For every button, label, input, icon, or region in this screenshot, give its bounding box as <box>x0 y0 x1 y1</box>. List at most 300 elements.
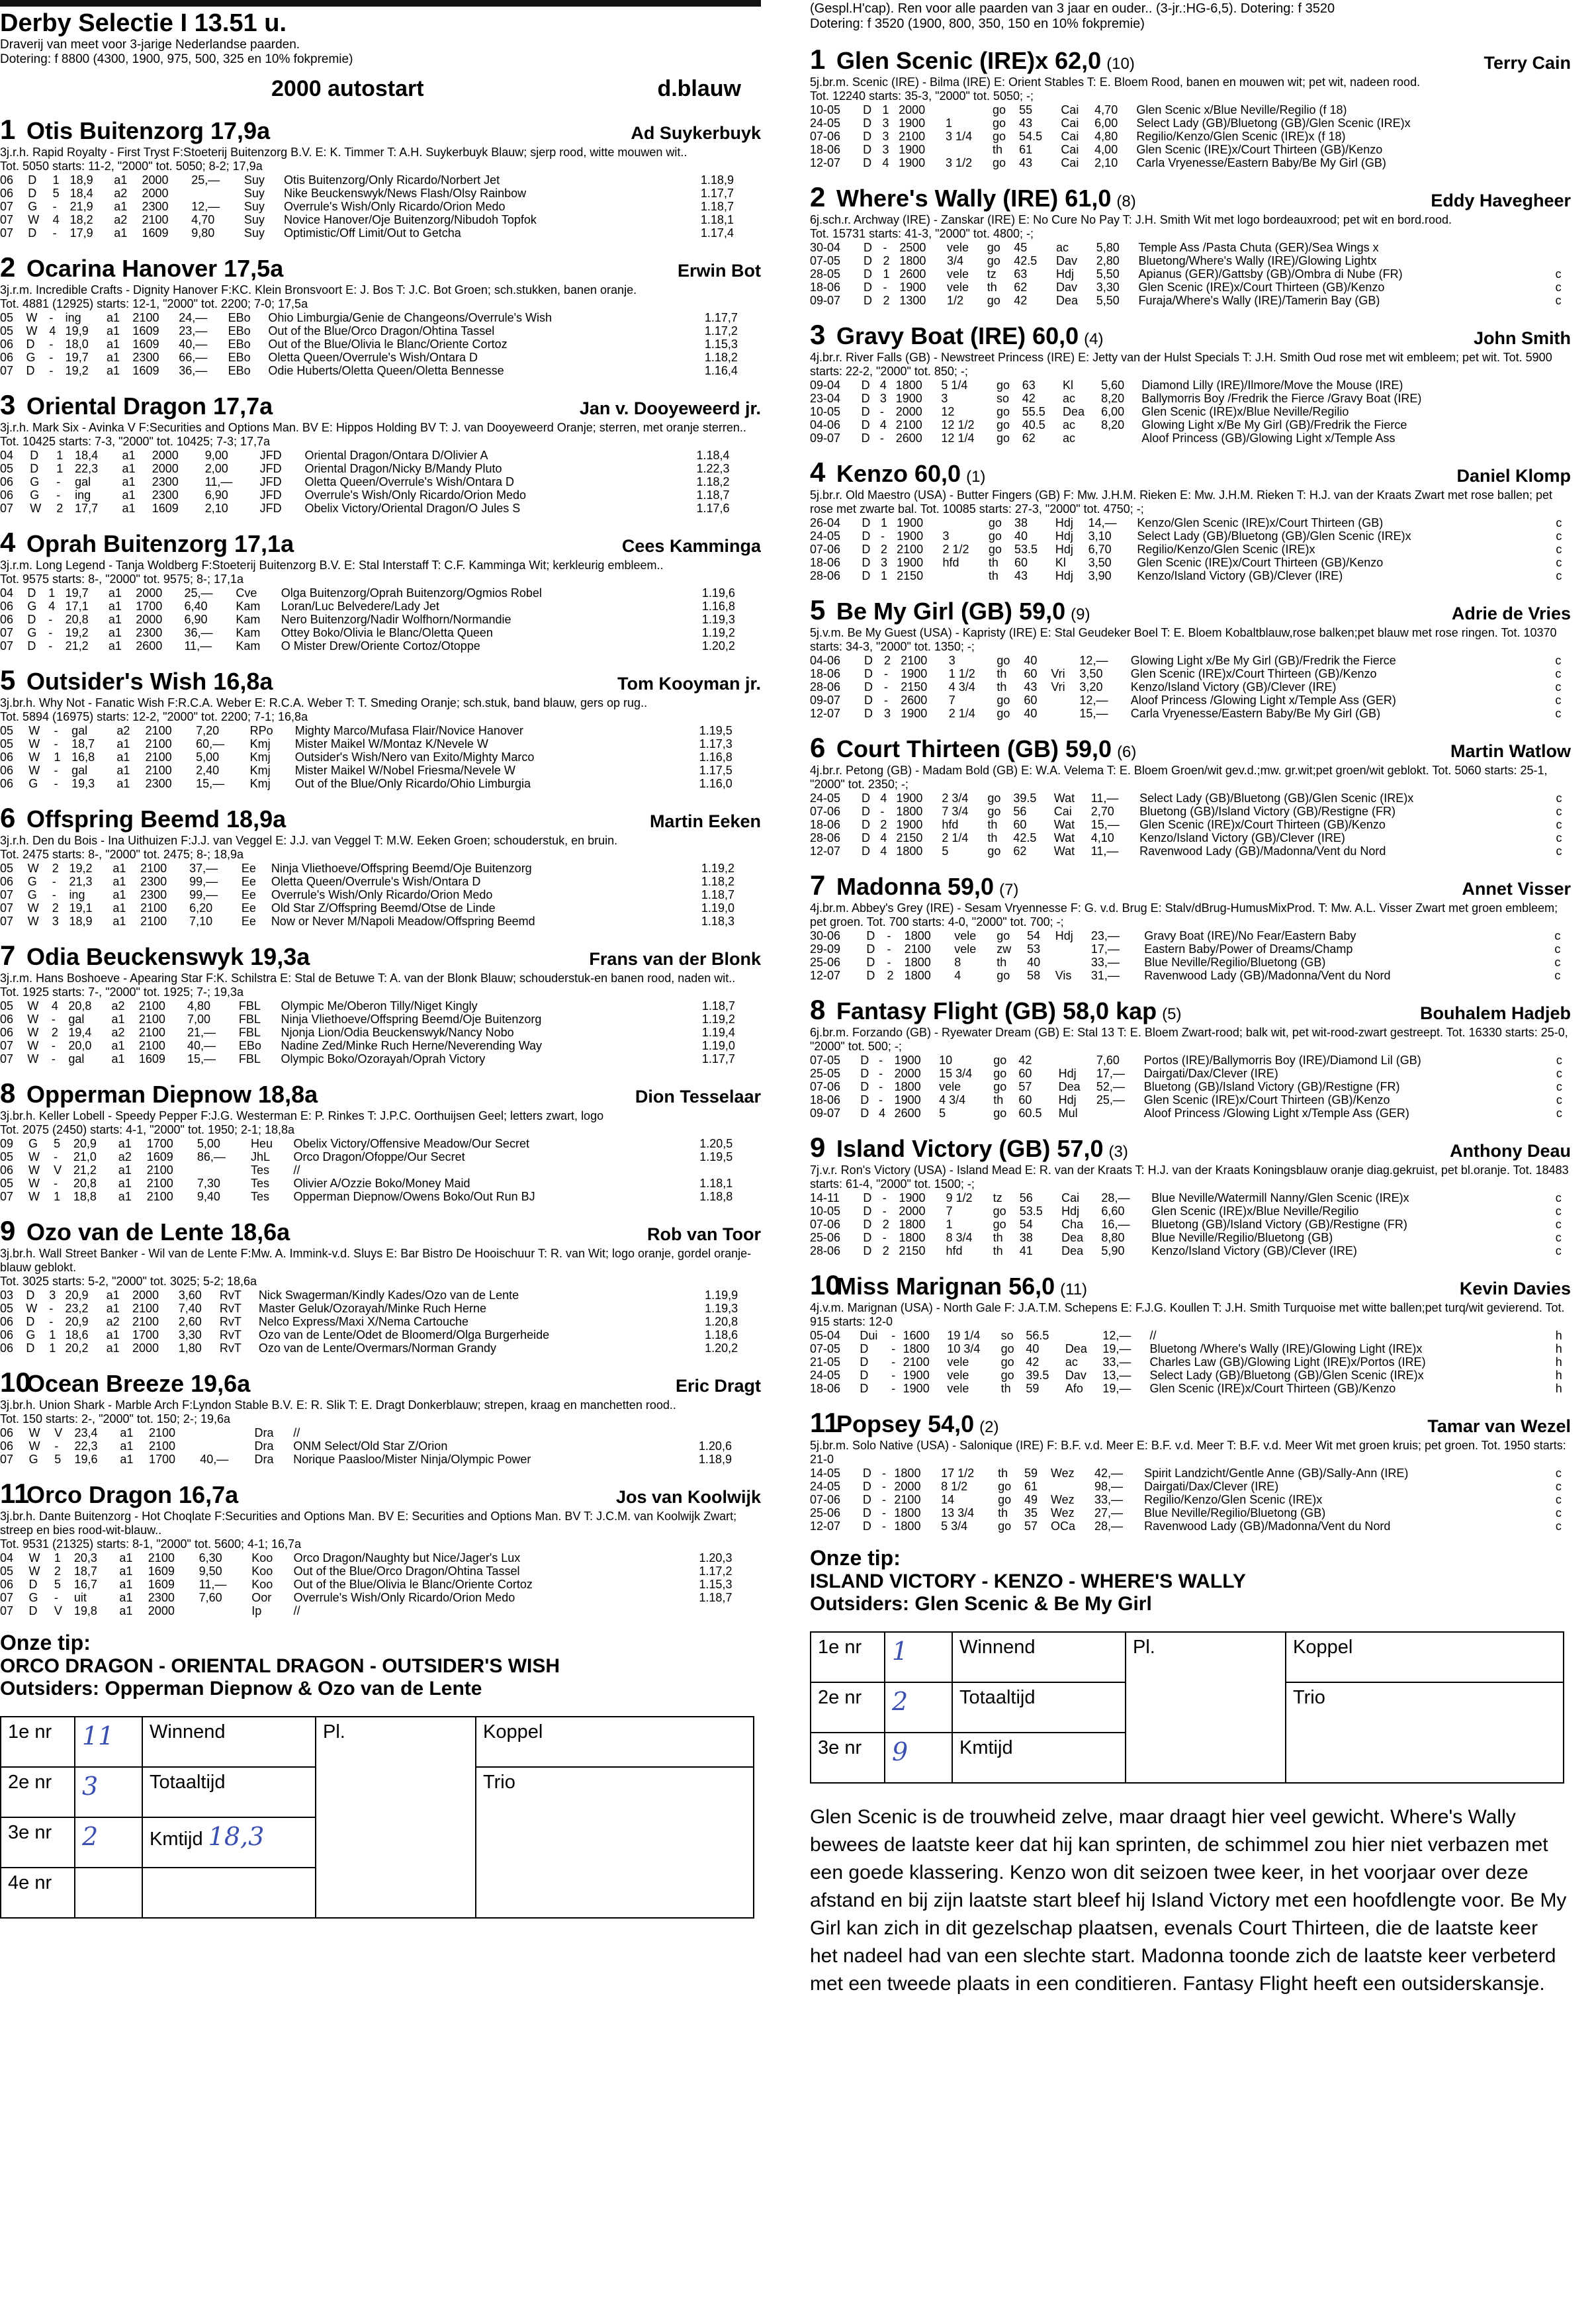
run-cell: 1.19,2 <box>701 1013 735 1026</box>
horse-header <box>0 1478 761 1510</box>
table-row <box>810 1382 1571 1395</box>
run-cell: D <box>863 267 872 281</box>
run-cell: Oriental Dragon/Nicky B/Mandy Pluto <box>304 462 502 475</box>
run-cell: c <box>1555 694 1562 707</box>
table-row <box>810 942 1571 956</box>
run-cell: th <box>987 281 997 294</box>
run-cell: 06 <box>0 1341 14 1355</box>
table-row <box>0 1604 761 1617</box>
run-cell: 5,80 <box>1096 241 1120 254</box>
run-cell: G <box>28 777 38 790</box>
run-cell: D <box>862 556 871 569</box>
run-cell: 1900 <box>901 707 928 720</box>
run-cell <box>1565 130 1571 143</box>
run-cell: Tes <box>250 1163 269 1177</box>
run-cell: 57 <box>1024 1519 1038 1533</box>
run-cell: 4,10 <box>1090 831 1114 844</box>
run-cell: a1 <box>119 1551 133 1564</box>
run-cell: a1 <box>106 1328 120 1341</box>
run-cell: Wez <box>1050 1506 1075 1519</box>
run-cell: D <box>861 805 870 818</box>
run-cell: D <box>860 1355 869 1369</box>
horse-name: Odia Beuckenswyk <box>26 943 244 970</box>
table-row <box>0 1328 761 1341</box>
table-row <box>0 737 761 750</box>
run-cell: 19,8 <box>73 1604 97 1617</box>
run-cell: 4 <box>880 844 887 858</box>
run-cell: 31,— <box>1090 969 1120 982</box>
run-cell: 24-05 <box>810 1369 841 1382</box>
run-cell: Ee <box>241 901 256 915</box>
run-cell <box>942 516 988 529</box>
run-cell: D <box>28 226 37 240</box>
run-cell: 21,9 <box>69 200 93 213</box>
run-cell: c <box>1556 831 1562 844</box>
run-cell: 7,00 <box>187 1013 211 1026</box>
run-cell: go <box>1000 1342 1014 1355</box>
run-cell: 06 <box>0 600 14 613</box>
run-cell: Regilio/Kenzo/Glen Scenic (IRE)x <box>1137 543 1315 556</box>
run-cell: Kenzo/Island Victory (GB)/Clever (IRE) <box>1130 680 1337 694</box>
table-row <box>810 418 1571 431</box>
run-cell: c <box>1554 942 1561 956</box>
run-cell: V <box>54 1163 62 1177</box>
run-cell: 24-05 <box>810 1480 841 1493</box>
run-cell: 37,— <box>189 862 218 875</box>
run-cell: Kenzo/Island Victory (GB)/Clever (IRE) <box>1139 831 1345 844</box>
run-cell: 9,80 <box>191 226 215 240</box>
table-row <box>810 569 1571 582</box>
run-cell: 05 <box>0 724 14 737</box>
run-cell: JFD <box>259 488 282 502</box>
run-cell: 06 <box>0 173 14 187</box>
run-cell: 2150 <box>896 831 923 844</box>
run-cell: - <box>887 956 891 969</box>
table-row <box>810 392 1571 405</box>
run-cell: 07-06 <box>810 1080 841 1093</box>
past-runs <box>0 862 761 928</box>
run-cell: D <box>862 1519 871 1533</box>
run-cell: 18,4 <box>75 449 99 462</box>
run-cell: 55 <box>1019 103 1033 116</box>
bet-kmtijd: Kmtijd <box>952 1733 1126 1783</box>
past-runs <box>0 1289 761 1355</box>
run-cell: Ee <box>241 915 256 928</box>
run-cell: - <box>51 1052 56 1065</box>
horse-rating: 17,5a <box>224 255 284 282</box>
past-runs <box>0 586 761 653</box>
run-cell: go <box>998 1480 1012 1493</box>
run-cell: Glen Scenic (IRE)x/Court Thirteen (GB)/Kenzo <box>1138 281 1385 294</box>
table-row <box>0 1453 761 1466</box>
horse-header <box>810 1132 1571 1163</box>
run-cell: Novice Hanover/Oje Buitenzorg/Nibudoh Topfok <box>284 213 537 226</box>
run-cell: 2600 <box>895 431 922 445</box>
run-cell: Dairgati/Dax/Clever (IRE) <box>1144 1480 1279 1493</box>
horse-header <box>810 732 1571 764</box>
horse-header <box>810 181 1571 213</box>
bet-hand-3[interactable]: 2 <box>75 1817 142 1868</box>
run-cell: W <box>28 213 40 226</box>
run-cell: Glen Scenic (IRE)x/Court Thirteen (GB)/Kenzo <box>1136 143 1383 156</box>
run-cell <box>191 187 244 200</box>
run-cell: c <box>1555 267 1562 281</box>
horse-list-right <box>810 44 1571 1533</box>
run-cell: 06 <box>0 187 14 200</box>
horse-number: 3 <box>0 389 16 420</box>
run-cell: 11,— <box>1090 844 1119 858</box>
table-row <box>0 1039 761 1052</box>
run-cell: 20,2 <box>65 1341 89 1355</box>
run-cell: 07 <box>0 1453 14 1466</box>
run-cell: 2100 <box>901 654 928 667</box>
run-cell: go <box>992 103 1006 116</box>
run-cell: Spirit Landzicht/Gentle Anne (GB)/Sally-Ann (IRE) <box>1144 1467 1409 1480</box>
run-cell: Apianus (GER)/Gattsby (GB)/Ombra di Nube (FR) <box>1138 267 1403 281</box>
past-runs <box>0 311 761 377</box>
run-cell: 40 <box>1027 956 1041 969</box>
table-row <box>810 680 1571 694</box>
run-cell: - <box>882 1204 887 1218</box>
run-cell: 1 <box>881 516 888 529</box>
horse-stats: Tot. 5894 (16975) starts: 12-2, "2000" tot. 2200; 7-1; 16,8a <box>0 710 308 723</box>
run-cell: 2100 <box>895 418 922 431</box>
run-cell: Vis <box>1055 969 1072 982</box>
run-cell: D <box>30 462 39 475</box>
run-cell: 2300 <box>152 488 179 502</box>
run-cell: 33,— <box>1094 1493 1123 1506</box>
bet-hand-1[interactable]: 1 <box>885 1632 952 1682</box>
run-cell: 05 <box>0 737 14 750</box>
run-cell: 15 3/4 <box>939 1067 973 1080</box>
run-cell: Dea <box>1058 1080 1081 1093</box>
run-cell: 1609 <box>132 338 159 351</box>
run-cell: Wez <box>1050 1467 1075 1480</box>
run-cell: 1.17,6 <box>696 502 730 515</box>
run-cell: Hdj <box>1056 267 1075 281</box>
run-cell: c <box>1556 818 1562 831</box>
run-cell: G <box>30 475 40 488</box>
bet-hand-1[interactable]: 11 <box>75 1717 142 1767</box>
run-cell: a1 <box>106 364 120 377</box>
run-cell: 3 1/2 <box>946 156 973 169</box>
run-cell: 6,60 <box>1101 1204 1125 1218</box>
run-cell: 2 <box>52 901 59 915</box>
run-cell: W <box>28 1163 40 1177</box>
run-cell: 60.5 <box>1018 1107 1042 1120</box>
run-cell: 06 <box>0 750 14 764</box>
run-cell: 1.18,8 <box>699 1190 733 1203</box>
run-cell: 3,20 <box>1079 680 1103 694</box>
run-cell: 2100 <box>138 999 165 1013</box>
run-cell: D <box>861 405 870 418</box>
run-cell: 11,— <box>184 639 212 653</box>
run-cell: 53.5 <box>1014 543 1038 556</box>
run-cell: - <box>891 1342 896 1355</box>
run-cell: 60 <box>1024 667 1038 680</box>
run-cell: 3 <box>942 529 950 543</box>
run-cell: Bluetong (GB)/Island Victory (GB)/Restigne (FR) <box>1151 1218 1407 1231</box>
run-cell: 62 <box>1014 281 1028 294</box>
run-cell: 1.19,3 <box>705 1302 738 1315</box>
track-condition: d.blauw <box>657 76 741 101</box>
run-cell: EBo <box>238 1039 261 1052</box>
run-cell: go <box>997 929 1010 942</box>
run-cell: Kl <box>1062 379 1073 392</box>
run-cell: go <box>987 294 1000 307</box>
run-cell: 12-07 <box>810 1519 841 1533</box>
run-cell: 2300 <box>140 875 167 888</box>
run-cell: Bluetong/Where's Wally (IRE)/Glowing Lightx <box>1138 254 1377 267</box>
run-cell: 18,2 <box>69 213 93 226</box>
run-cell: 2150 <box>897 569 924 582</box>
run-cell <box>1556 241 1571 254</box>
run-cell: - <box>52 875 56 888</box>
run-cell: a1 <box>122 475 136 488</box>
run-cell: Aloof Princess (GB)/Glowing Light x/Temple Ass <box>1141 431 1396 445</box>
run-cell: 19,7 <box>65 351 89 364</box>
run-cell: G <box>27 888 37 901</box>
horse-entry <box>0 1215 761 1355</box>
run-cell: 43 <box>1019 156 1033 169</box>
run-cell: ac <box>1065 1355 1078 1369</box>
run-cell: Cve <box>236 586 257 600</box>
run-cell: Temple Ass /Pasta Chuta (GER)/Sea Wings x <box>1138 241 1379 254</box>
run-cell: 04-06 <box>810 418 841 431</box>
run-cell: c <box>1556 1054 1562 1067</box>
run-cell: Cai <box>1061 143 1079 156</box>
table-row <box>810 1093 1571 1107</box>
table-row <box>810 254 1571 267</box>
run-cell: 2100 <box>145 764 172 777</box>
driver-name: Martin Eeken <box>649 811 761 831</box>
run-cell: D <box>860 1107 869 1120</box>
horse-entry <box>0 664 761 790</box>
run-cell: Glen Scenic (IRE)x/Blue Neville/Regilio <box>1151 1204 1359 1218</box>
run-cell: 1900 <box>896 818 923 831</box>
run-cell: Overrule's Wish/Only Ricardo/Orion Medo <box>304 488 526 502</box>
table-row <box>0 1426 761 1439</box>
run-cell: 5 <box>54 1453 62 1466</box>
run-cell: - <box>882 1231 887 1244</box>
horse-rating: 61,0 <box>1065 185 1112 212</box>
run-cell: 8,20 <box>1101 418 1125 431</box>
run-cell: tz <box>993 1191 1002 1204</box>
run-cell: 1700 <box>146 1137 173 1150</box>
run-cell: 8 1/2 <box>941 1480 968 1493</box>
run-cell: Nick Swagerman/Kindly Kades/Ozo van de Lente <box>258 1289 519 1302</box>
bet-koppel: Koppel <box>476 1717 754 1767</box>
run-cell: Eastern Baby/Power of Dreams/Champ <box>1144 942 1353 956</box>
run-cell: 30-06 <box>810 929 841 942</box>
run-cell: 05 <box>0 1150 14 1163</box>
bet-empty[interactable] <box>75 1868 142 1918</box>
run-cell: a1 <box>118 1177 132 1190</box>
table-row <box>810 667 1571 680</box>
run-cell: go <box>993 1107 1007 1120</box>
run-cell: 1900 <box>899 1191 926 1204</box>
run-cell: - <box>52 200 57 213</box>
run-cell <box>200 1439 254 1453</box>
run-cell: c <box>1556 1067 1562 1080</box>
run-cell: Oletta Queen/Overrule's Wish/Ontara D <box>268 351 478 364</box>
run-cell: 10 <box>939 1054 953 1067</box>
run-cell: Glen Scenic (IRE)x/Court Thirteen (GB)/Kenzo <box>1149 1382 1396 1395</box>
run-cell: c <box>1556 792 1562 805</box>
table-row <box>0 1289 761 1302</box>
run-cell: 1900 <box>901 667 928 680</box>
run-cell: OCa <box>1050 1519 1075 1533</box>
run-cell: D <box>866 969 875 982</box>
run-cell: 2100 <box>140 862 167 875</box>
horse-name: Oriental Dragon <box>26 392 207 420</box>
run-cell: 06 <box>0 613 14 626</box>
table-row <box>810 1067 1571 1080</box>
run-cell: D <box>864 707 873 720</box>
run-cell: Gravy Boat (IRE)/No Fear/Eastern Baby <box>1144 929 1356 942</box>
horse-description: 5j.v.m. Be My Guest (USA) - Kapristy (IRE) E: Stal Geudeker Boel T: E. Bloem Kobaltblauw,rose balken;pet blauw met rose ringen. Tot. 10370 starts: 34-3, "2000" tot. 1350; -; <box>810 626 1557 653</box>
horse-rating: 16,7a <box>179 1481 239 1508</box>
table-row <box>0 338 761 351</box>
run-cell: 40,— <box>200 1453 229 1466</box>
driver-name: Terry Cain <box>1484 53 1571 73</box>
horse-entry <box>810 457 1571 582</box>
run-cell: 21,3 <box>69 875 93 888</box>
run-cell: 1.16,8 <box>699 750 732 764</box>
run-cell: c <box>1556 516 1562 529</box>
run-cell: 1800 <box>894 1080 921 1093</box>
run-cell: a1 <box>114 226 128 240</box>
run-cell: // <box>293 1604 300 1617</box>
table-row <box>810 130 1571 143</box>
run-cell: Afo <box>1065 1382 1083 1395</box>
bet-hand-2[interactable]: 3 <box>75 1767 142 1817</box>
run-cell: - <box>49 1302 54 1315</box>
run-cell: 1.20,5 <box>699 1137 733 1150</box>
right-page <box>810 0 1571 2311</box>
run-cell: 1800 <box>896 805 923 818</box>
horse-number: 9 <box>810 1132 826 1163</box>
run-cell: 21,2 <box>73 1163 97 1177</box>
run-cell: 10 3/4 <box>947 1342 981 1355</box>
run-cell: vele <box>947 1369 969 1382</box>
bet-hand-2[interactable]: 2 <box>885 1682 952 1733</box>
run-cell: W <box>28 1150 40 1163</box>
bet-hand-3[interactable]: 9 <box>885 1733 952 1783</box>
run-cell: RvT <box>219 1328 242 1341</box>
run-cell: Tes <box>250 1190 269 1203</box>
table-row <box>810 431 1571 445</box>
run-cell: W <box>28 1564 40 1578</box>
run-cell: 2100 <box>897 543 924 556</box>
run-cell: Kmj <box>249 777 271 790</box>
bet-totaaltijd: Totaaltijd <box>952 1682 1126 1733</box>
run-cell: 1609 <box>148 1564 175 1578</box>
run-cell: Tes <box>250 1177 269 1190</box>
run-cell: th <box>993 1093 1004 1107</box>
run-cell: 55.5 <box>1022 405 1045 418</box>
run-cell: 1900 <box>903 1369 930 1382</box>
run-cell: 18-06 <box>810 556 841 569</box>
run-cell: a1 <box>112 875 126 888</box>
run-cell: go <box>987 805 1001 818</box>
horse-draw: (11) <box>1060 1281 1088 1298</box>
table-row <box>810 294 1571 307</box>
run-cell: go <box>993 1218 1006 1231</box>
race-start-row <box>0 76 761 102</box>
run-cell: 42 <box>1022 392 1036 405</box>
past-runs <box>0 449 761 515</box>
table-row <box>0 462 761 475</box>
run-cell: W <box>28 1439 40 1453</box>
start-type: 2000 autostart <box>271 76 424 101</box>
run-cell: 11,— <box>1090 792 1119 805</box>
run-cell: 28-06 <box>810 831 841 844</box>
run-cell: go <box>992 130 1006 143</box>
run-cell: 1800 <box>899 1231 926 1244</box>
run-cell: go <box>996 379 1010 392</box>
bet-pl: Pl. <box>316 1717 476 1918</box>
run-cell: D <box>863 116 872 130</box>
run-cell: 09-07 <box>810 431 841 445</box>
run-cell: ac <box>1062 431 1075 445</box>
run-cell: Diamond Lilly (IRE)/Ilmore/Move the Mouse (IRE) <box>1141 379 1403 392</box>
run-cell: - <box>887 929 891 942</box>
horse-rating: 17,9a <box>210 117 271 144</box>
run-cell: 4 <box>52 213 60 226</box>
run-cell: - <box>882 1493 886 1506</box>
run-cell: a1 <box>114 200 128 213</box>
run-cell: a1 <box>119 1591 133 1604</box>
run-cell: 39.5 <box>1013 792 1037 805</box>
run-cell: 1.22,3 <box>696 462 730 475</box>
run-cell: 12,— <box>1102 1329 1131 1342</box>
run-cell: 27,— <box>1094 1506 1123 1519</box>
run-cell: 1.19,4 <box>701 1026 735 1039</box>
horse-number: 5 <box>810 594 826 625</box>
run-cell: 2600 <box>136 639 163 653</box>
run-cell: 4,00 <box>1094 143 1118 156</box>
run-cell <box>942 569 988 582</box>
past-runs <box>0 999 761 1065</box>
run-cell: 07 <box>0 901 14 915</box>
bet-form-right <box>810 1631 1564 1784</box>
run-cell: 18-06 <box>810 1382 841 1395</box>
run-cell: 3,10 <box>1088 529 1112 543</box>
horse-draw: (6) <box>1117 743 1137 761</box>
run-cell: 18,4 <box>69 187 93 200</box>
bet-row-label: 3e nr <box>811 1733 885 1783</box>
run-cell: 4 3/4 <box>939 1093 966 1107</box>
run-cell: 1.17,4 <box>700 226 734 240</box>
table-row <box>0 1564 761 1578</box>
run-cell: EBo <box>228 324 251 338</box>
run-cell: - <box>54 737 58 750</box>
run-cell: 3 <box>49 1289 56 1302</box>
run-cell: 2000 <box>894 1480 921 1493</box>
table-row <box>810 543 1571 556</box>
run-cell: JFD <box>259 449 282 462</box>
run-cell: D <box>862 1493 871 1506</box>
run-cell: 05 <box>0 324 14 338</box>
run-cell: 5,60 <box>1101 379 1125 392</box>
run-cell: W <box>27 1026 39 1039</box>
run-cell: Koo <box>251 1564 273 1578</box>
run-cell: 6,00 <box>1094 116 1118 130</box>
run-cell <box>1565 116 1571 130</box>
run-cell: 5 <box>939 1107 946 1120</box>
run-cell: 07 <box>0 213 14 226</box>
